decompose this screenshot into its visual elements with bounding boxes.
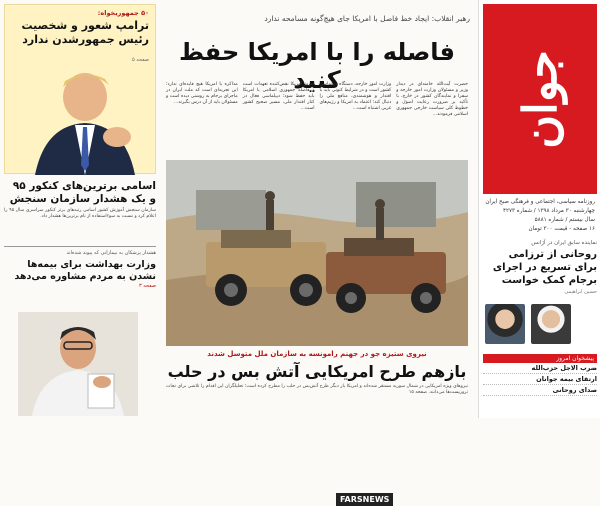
photo-agency-watermark: FARSNEWS [336,493,393,506]
ticker-item[interactable]: صدای روحانی [483,385,597,396]
konkur-story[interactable] [4,180,156,220]
military-vehicles-illustration [166,160,468,346]
konkur-text: سازمان سنجش آموزش کشور اسامی رتبه‌های برتر کنکور سراسری سال ۹۵ را اعلام کرد و نسبت به سوءاستفاده از نام برترین‌ها هشدار داد. [4,208,156,219]
masthead-description: روزنامه سیاسی، اجتماعی و فرهنگی صبح ایران [485,199,595,205]
masthead-date: چهارشنبه ۳۰ مرداد ۱۳۹۸ / شماره ۴۲۷۳ [502,208,595,214]
portrait-photo-left [485,304,525,344]
sub-headline[interactable]: بازهم طرح امریکایی آتش بس در حلب [167,362,467,381]
ticker-label: پیشخوان امروز [483,354,597,363]
konkur-headline[interactable]: اسامی برترین‌های کنکور ۹۵ و یک هشدار سازمان سنجش [9,180,156,205]
masthead-price: ۱۶ صفحه - قیمت ۳۰۰ تومان [528,226,595,232]
ticker-item[interactable]: ارتقای بیمه جوانان [483,374,597,385]
trump-kicker: ۵۰ جمهوریخواه: [97,9,149,17]
health-headline[interactable]: وزارت بهداشت برای بیمه‌ها نشدن به مردم مشاوره می‌دهد [14,259,156,282]
article-column: حضرت آیت‌الله خامنه‌ای در دیدار وزیر و مسئولان وزارت امور خارجه و سفرا و نمایندگان کشور در خارج، با تأکید بر ضرورت رعایت اصول و خطوط کلی سیاست خارجی جمهوری اسلامی فرمودند... [396,82,468,117]
health-kicker: هشدار پزشکان به بیمارانی که پیوند شده‌اند [66,250,156,256]
portrait-photo-right [531,304,571,344]
trump-page-ref: صفحه ۵ [132,57,149,63]
sub-article-text: نیروهای ویژه امریکایی در شمال سوریه مستقر شده‌اند و امریکا بار دیگر طرح آتش‌بس در حلب را مطرح کرده است؛ تحلیلگران این اقدام را تلاشی برای نجات تروریست‌ها می‌دانند. صفحه ۱۵ [166,384,468,395]
trump-story-box[interactable] [4,4,156,174]
left-column [4,0,156,418]
ticker-box [483,354,597,396]
trump-headline[interactable]: ترامپ شعور و شخصیت رئیس جمهورشدن ندارد [21,19,149,46]
masthead-column [478,0,600,418]
main-kicker: رهبر انقلاب: ایجاد خط فاصل با امریکا جای هیچ‌گونه مسامحه ندارد [264,14,470,23]
health-story[interactable] [4,250,156,289]
main-column [160,0,474,504]
newspaper-logo[interactable]: جوان [483,4,597,194]
ticker-item[interactable]: ضرب الاجل حزب‌الله [483,363,597,374]
article-column: وزارت امور خارجه، دستگاه دیپلماسی کشور است و در شرایط کنونی باید با اقتدار و هوشمندی، منافع ملی را دنبال کند؛ اعتماد به امریکا و رژیم‌های غربی اشتباه است... [319,82,392,111]
article-column: امروز امریکا نقض‌کننده تعهدات است و فاصله جمهوری اسلامی با امریکا باید حفظ شود؛ دیپلماسی فعال در کنار اقتدار ملی، مسیر صحیح کشور است... [242,82,315,111]
interview-headline[interactable]: روحانی از ترزامی برای تسریع در اجرای برجام کمک خواست [492,249,597,286]
sub-kicker: نیروی ستیزه جو در جهنم رامونسه به سازمان ملل متوسل شدند [207,350,427,358]
main-headline[interactable]: فاصله را با امریکا حفظ کنید [178,38,456,94]
health-page-ref: صفحه ۳ [139,283,156,289]
article-column: مذاکره با امریکا هیچ فایده‌ای ندارد؛ این تجربه‌ای است که ملت ایران در ماجرای برجام به روشنی دیده است و مسئولان باید از آن درس بگیرند... [166,82,238,105]
section-divider [4,246,156,247]
main-article-columns [166,82,468,156]
minister-photo [18,312,138,416]
interview-kicker: نماینده سابق ایران در آژانس [531,240,597,246]
trump-photo [5,65,155,175]
interview-byline: حسین ابراهیمی [564,289,597,295]
masthead-issue: سال بیستم / شماره ۵۸۸۱ [534,217,595,223]
